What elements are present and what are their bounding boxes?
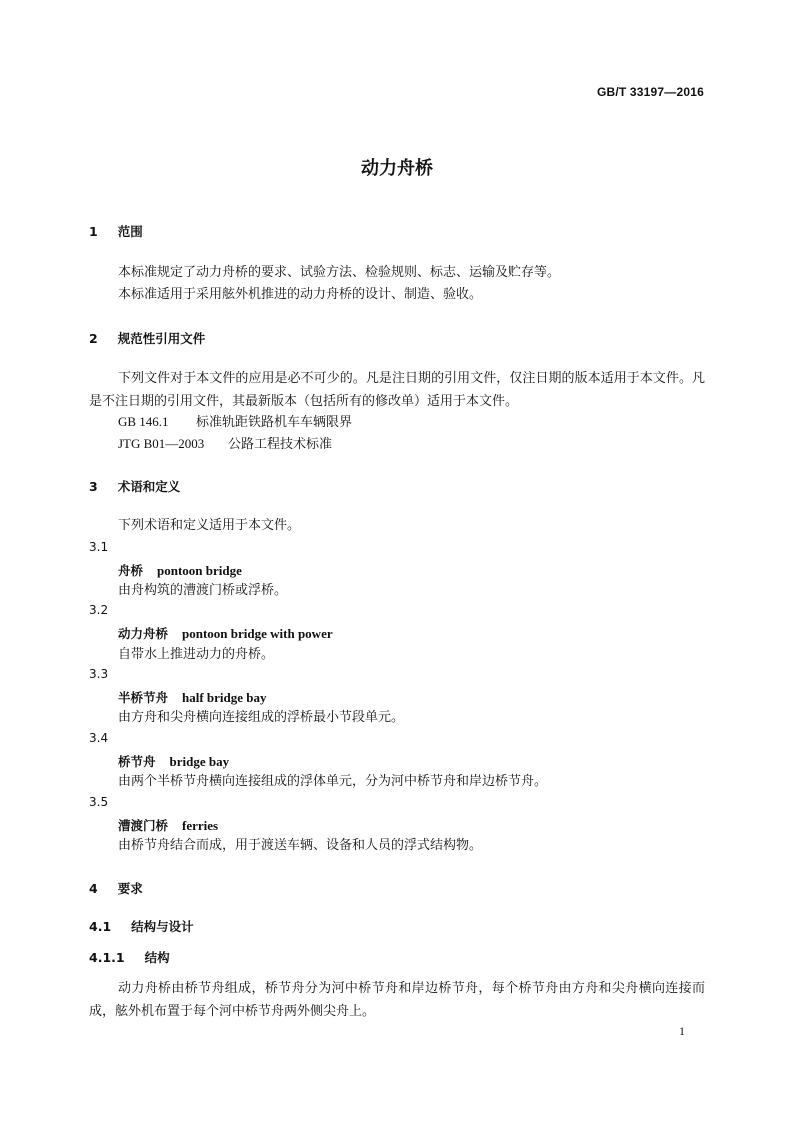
term-zh: 动力舟桥: [118, 626, 169, 641]
subsection-title: 结构: [144, 950, 170, 965]
term-number: 3.3: [89, 667, 109, 681]
term-definition: 由方舟和尖舟横向连接组成的浮桥最小节段单元。: [118, 710, 405, 725]
section-number: 1: [89, 224, 98, 239]
term-en: pontoon bridge: [157, 563, 242, 578]
term-entry: [118, 624, 333, 642]
reference-title: 标准轨距铁路机车车辆限界: [196, 415, 353, 430]
reference-item: [118, 411, 352, 433]
term-zh: 漕渡门桥: [118, 818, 169, 833]
section-title: 规范性引用文件: [117, 331, 206, 346]
normative-references-intro: 下列文件对于本文件的应用是必不可少的。凡是注日期的引用文件，仅注日期的版本适用于本文件。凡是不注日期的引用文件，其最新版本（包括所有的修改单）适用于本文件。: [89, 371, 705, 409]
subsection-4-1-heading: [89, 917, 194, 935]
term-en: ferries: [182, 818, 219, 833]
term-definition: 由桥节舟结合而成，用于渡送车辆、设备和人员的浮式结构物。: [118, 838, 483, 853]
reference-item: [118, 433, 332, 455]
subsection-number: 4.1.1: [89, 950, 125, 965]
term-number: 3.4: [89, 731, 109, 745]
term-entry: [118, 752, 229, 770]
structure-paragraph: 动力舟桥由桥节舟组成，桥节舟分为河中桥节舟和岸边桥节舟，每个桥节舟由方舟和尖舟横向连接而成，舷外机布置于每个河中桥节舟两外侧尖舟上。: [89, 981, 705, 1019]
section-title: 术语和定义: [117, 479, 181, 494]
term-zh: 舟桥: [118, 563, 144, 578]
section-title: 范围: [117, 224, 143, 239]
term-entry: [118, 561, 242, 579]
section-number: 3: [89, 479, 98, 494]
subsection-4-1-1-heading: [89, 948, 170, 966]
section-1-heading: [89, 222, 143, 240]
section-3-heading: [89, 477, 180, 495]
term-en: pontoon bridge with power: [182, 626, 333, 641]
term-zh: 桥节舟: [118, 754, 156, 769]
subsection-title: 结构与设计: [131, 919, 194, 934]
term-definition: 由舟构筑的漕渡门桥或浮桥。: [118, 583, 288, 598]
scope-paragraph-1: 本标准规定了动力舟桥的要求、试验方法、检验规则、标志、运输及贮存等。: [118, 265, 561, 280]
reference-code: GB 146.1: [118, 414, 169, 429]
section-2-heading: [89, 329, 205, 347]
term-definition: 由两个半桥节舟横向连接组成的浮体单元，分为河中桥节舟和岸边桥节舟。: [118, 774, 548, 789]
section-title: 要求: [117, 881, 143, 896]
section-number: 2: [89, 331, 98, 346]
reference-code: JTG B01—2003: [118, 436, 205, 451]
section-4-heading: [89, 879, 143, 897]
term-en: half bridge bay: [182, 690, 267, 705]
term-definition: 自带水上推进动力的舟桥。: [118, 647, 275, 662]
standard-code: GB/T 33197—2016: [596, 85, 704, 99]
terms-intro: 下列术语和定义适用于本文件。: [118, 518, 301, 533]
document-title: 动力舟桥: [361, 158, 433, 179]
term-number: 3.2: [89, 603, 109, 617]
scope-paragraph-2: 本标准适用于采用舷外机推进的动力舟桥的设计、制造、验收。: [118, 287, 483, 302]
term-entry: [118, 688, 267, 706]
term-number: 3.1: [89, 540, 109, 554]
section-number: 4: [89, 881, 98, 896]
subsection-number: 4.1: [89, 919, 112, 934]
term-number: 3.5: [89, 795, 109, 809]
term-zh: 半桥节舟: [118, 690, 169, 705]
term-entry: [118, 816, 218, 834]
page-number: 1: [679, 1024, 685, 1038]
reference-title: 公路工程技术标准: [228, 437, 333, 452]
term-en: bridge bay: [169, 754, 230, 769]
